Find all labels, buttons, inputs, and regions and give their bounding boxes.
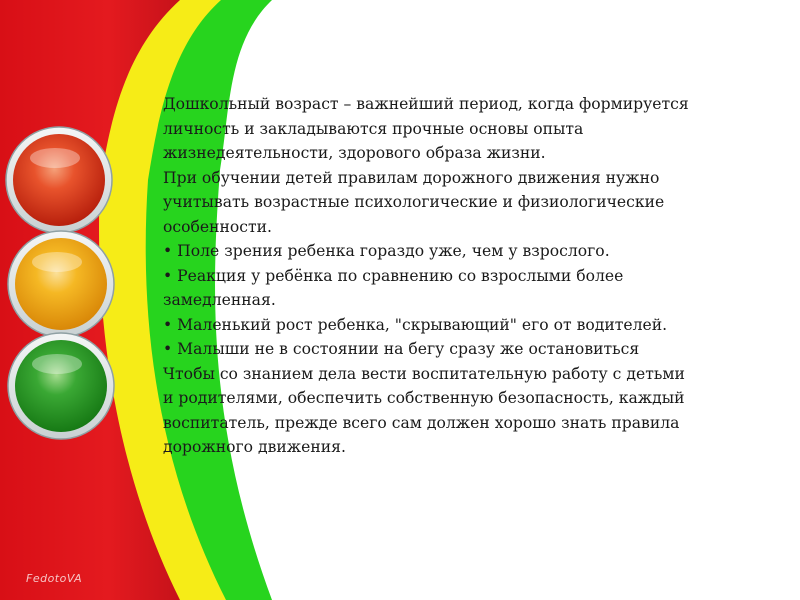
text-line: дорожного движения. bbox=[163, 438, 346, 456]
text-line: учитывать возрастные психологические и физиологические bbox=[163, 193, 665, 211]
bullet-item: • Малыши не в состоянии на бегу сразу же остановиться bbox=[163, 340, 640, 358]
author-watermark: FedotoVA bbox=[26, 572, 83, 585]
bullet-item: • Поле зрения ребенка гораздо уже, чем у взрослого. bbox=[163, 242, 610, 260]
text-line: и родителями, обеспечить собственную безопасность, каждый bbox=[163, 389, 685, 407]
text-line: замедленная. bbox=[163, 291, 276, 309]
text-line: При обучении детей правилам дорожного движения нужно bbox=[163, 168, 660, 187]
text-line: Дошкольный возраст – важнейший период, когда формируется bbox=[163, 95, 689, 113]
slide-body-text bbox=[163, 92, 723, 460]
traffic-light-red-icon bbox=[6, 127, 112, 233]
text-line: жизнедеятельности, здорового образа жизни. bbox=[163, 144, 546, 162]
text-line: личность и закладываются прочные основы опыта bbox=[163, 119, 584, 138]
bullet-item: • Реакция у ребёнка по сравнению со взрослыми более bbox=[163, 266, 624, 285]
bullet-item: • Маленький рост ребенка, "скрывающий" его от водителей. bbox=[163, 315, 668, 334]
traffic-light-yellow-icon bbox=[8, 231, 114, 337]
text-line: воспитатель, прежде всего сам должен хорошо знать правила bbox=[163, 413, 680, 432]
text-line: Чтобы со знанием дела вести воспитательную работу с детьми bbox=[163, 364, 685, 383]
traffic-light-green-icon bbox=[8, 333, 114, 439]
text-line: особенности. bbox=[163, 217, 273, 236]
